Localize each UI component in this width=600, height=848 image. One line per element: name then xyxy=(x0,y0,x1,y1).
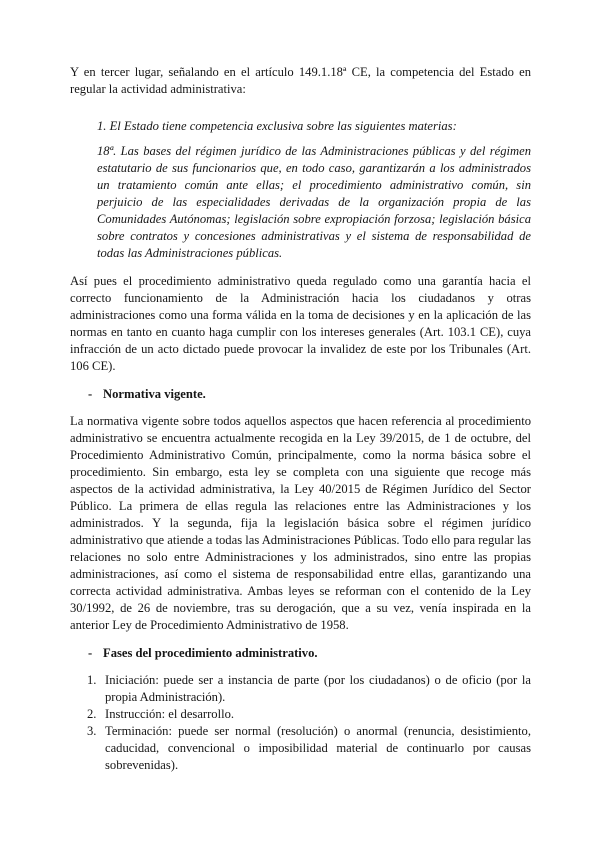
list-item-number: 2. xyxy=(87,707,97,721)
list-item-iniciacion xyxy=(87,672,531,706)
quote-body: 18ª. Las bases del régimen jurídico de las Administraciones públicas y del régimen estatutario de sus funcionarios que, en todo caso, garantizarán a los administrados un tratamiento común ante ellas; el procedimiento administrativo común, sin perjuicio de las especialidades derivadas de la organización propia de las Comunidades Autónomas; legislación sobre expropiación forzosa; legislación básica sobre contratos y concesiones administrativas y el sistema de responsabilidad de todas las Administraciones públicas. xyxy=(97,144,531,260)
list-item-terminacion xyxy=(87,723,531,774)
heading-fases xyxy=(70,645,531,662)
dash-bullet: - xyxy=(88,646,93,660)
heading-normativa-vigente xyxy=(70,386,531,403)
list-item-instruccion xyxy=(87,706,531,723)
dash-bullet: - xyxy=(88,387,93,401)
list-item-text: Instrucción: el desarrollo. xyxy=(105,707,235,721)
list-item-text: Terminación: puede ser normal (resolución) o anormal (renuncia, desistimiento, caducidad, convencional o imposibilidad material de continuarlo por causas sobrevenidas). xyxy=(105,724,531,772)
paragraph-regulation: Así pues el procedimiento administrativo queda regulado como una garantía hacia el correcto funcionamiento de la Administración hacia los ciudadanos y otras administraciones como una forma válida en la toma de decisiones y en la aplicación de las normas en tanto en cuanto haga cumplir con los intereses generales (Art. 103.1 CE), cuya infracción de un acto dictado puede provocar la invalidez de este por los Tribunales (Art. 106 CE). xyxy=(70,274,531,373)
phases-list xyxy=(70,672,531,774)
list-item-number: 3. xyxy=(87,724,97,738)
paragraph-normativa: La normativa vigente sobre todos aquellos aspectos que hacen referencia al procedimiento administrativo se encuentra actualmente recogida en la Ley 39/2015, de 1 de octubre, del Procedimiento Administrativo Común, principalmente, como la norma básica sobre el procedimiento. Sin embargo, esta ley se completa con una siguiente que recoge más aspectos de la actividad administrativa, la Ley 40/2015 de Régimen Jurídico del Sector Público. La primera de ellas regula las relaciones entre las Administraciones y los administrados. Y la segunda, fija la legislación básica sobre el régimen jurídico administrativo que atiende a todas las Administraciones Públicas. Todo ello para regular las relaciones no solo entre Administraciones y los administrados, sino entre las propias administraciones, así como el sistema de responsabilidad entre ellas, garantizando una correcta actividad administrativa. Ambas leyes se reforman con el contenido de la Ley 30/1992, de 26 de noviembre, tras su derogación, que a su vez, venía inspirada en la anterior Ley de Procedimiento Administrativo de 1958. xyxy=(70,414,531,632)
heading-fases-label: Fases del procedimiento administrativo. xyxy=(103,646,318,660)
heading-normativa-label: Normativa vigente. xyxy=(103,387,206,401)
quote-intro-line: 1. El Estado tiene competencia exclusiva sobre las siguientes materias: xyxy=(97,119,457,133)
list-item-number: 1. xyxy=(87,673,97,687)
intro-paragraph: Y en tercer lugar, señalando en el artículo 149.1.18ª CE, la competencia del Estado en regular la actividad administrativa: xyxy=(70,65,531,96)
list-item-text: Iniciación: puede ser a instancia de parte (por los ciudadanos) o de oficio (por la propia Administración). xyxy=(105,673,531,704)
